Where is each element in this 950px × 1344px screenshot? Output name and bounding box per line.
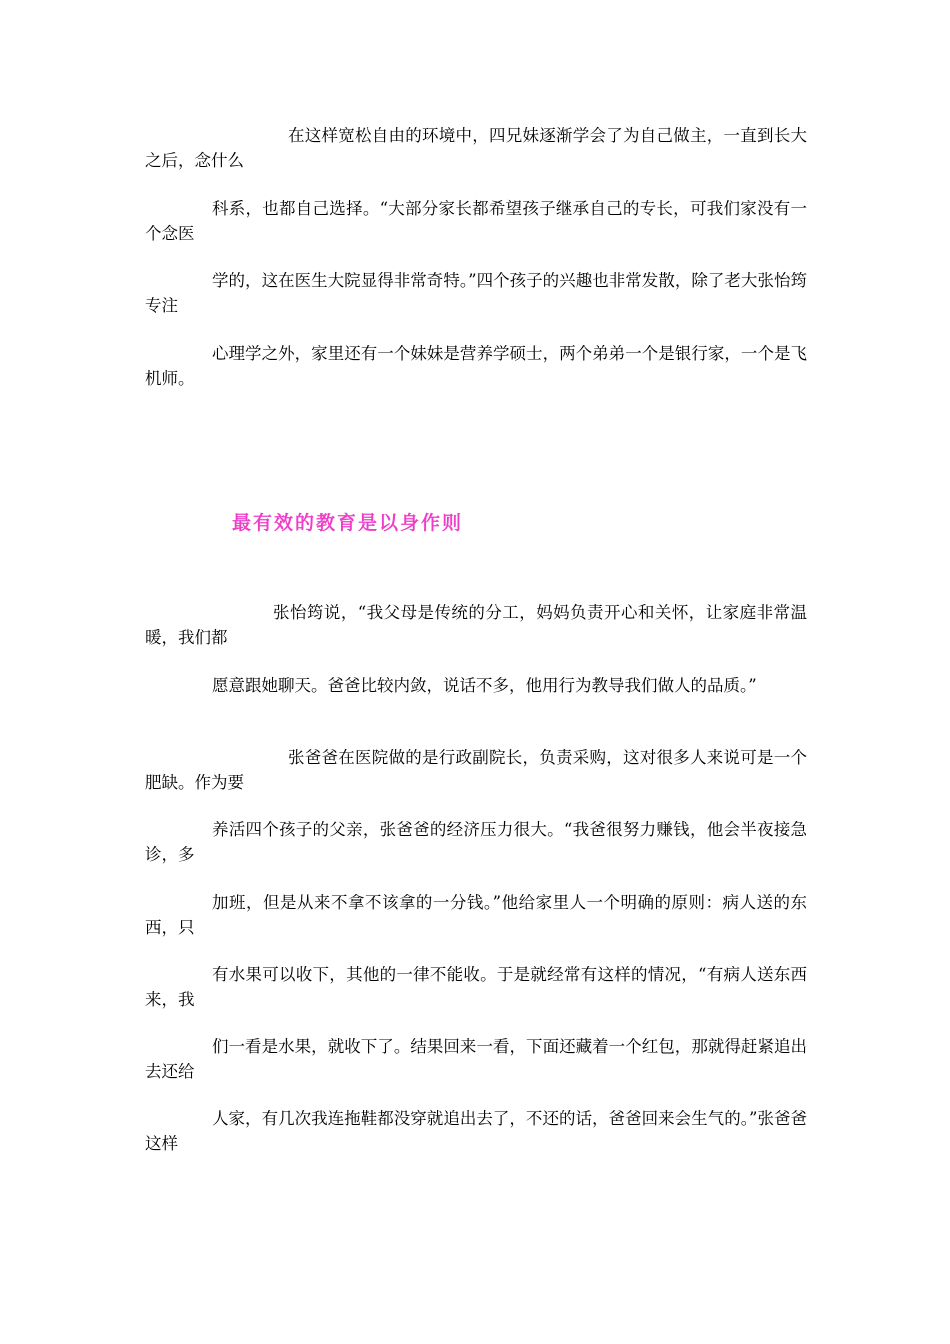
paragraph: 张怡筠说，“我父母是传统的分工，妈妈负责开心和关怀，让家庭非常温暖，我们都 — [145, 603, 807, 647]
paragraph: 心理学之外，家里还有一个妹妹是营养学硕士，两个弟弟一个是银行家，一个是飞机师。 — [145, 344, 807, 388]
paragraph: 在这样宽松自由的环境中，四兄妹逐渐学会了为自己做主，一直到长大之后，念什么 — [145, 126, 807, 170]
paragraph: 们一看是水果，就收下了。结果回来一看，下面还藏着一个红包，那就得赶紧追出去还给 — [145, 1037, 807, 1081]
paragraph: 养活四个孩子的父亲，张爸爸的经济压力很大。“我爸很努力赚钱，他会半夜接急诊，多 — [145, 820, 807, 864]
paragraph: 有水果可以收下，其他的一律不能收。于是就经常有这样的情况，“有病人送东西来，我 — [145, 965, 807, 1009]
paragraph: 加班，但是从来不拿不该拿的一分钱。”他给家里人一个明确的原则：病人送的东西，只 — [145, 893, 807, 937]
paragraph: 愿意跟她聊天。爸爸比较内敛，说话不多，他用行为教导我们做人的品质。” — [212, 676, 757, 695]
paragraph: 学的，这在医生大院显得非常奇特。”四个孩子的兴趣也非常发散，除了老大张怡筠专注 — [145, 271, 807, 315]
paragraph: 张爸爸在医院做的是行政副院长，负责采购，这对很多人来说可是一个肥缺。作为要 — [145, 748, 807, 792]
paragraph: 科系，也都自己选择。“大部分家长都希望孩子继承自己的专长，可我们家没有一个念医 — [145, 199, 807, 243]
paragraph: 人家，有几次我连拖鞋都没穿就追出去了，不还的话，爸爸回来会生气的。”张爸爸这样 — [145, 1109, 807, 1153]
section-heading: 最有效的教育是以身作则 — [232, 512, 464, 534]
